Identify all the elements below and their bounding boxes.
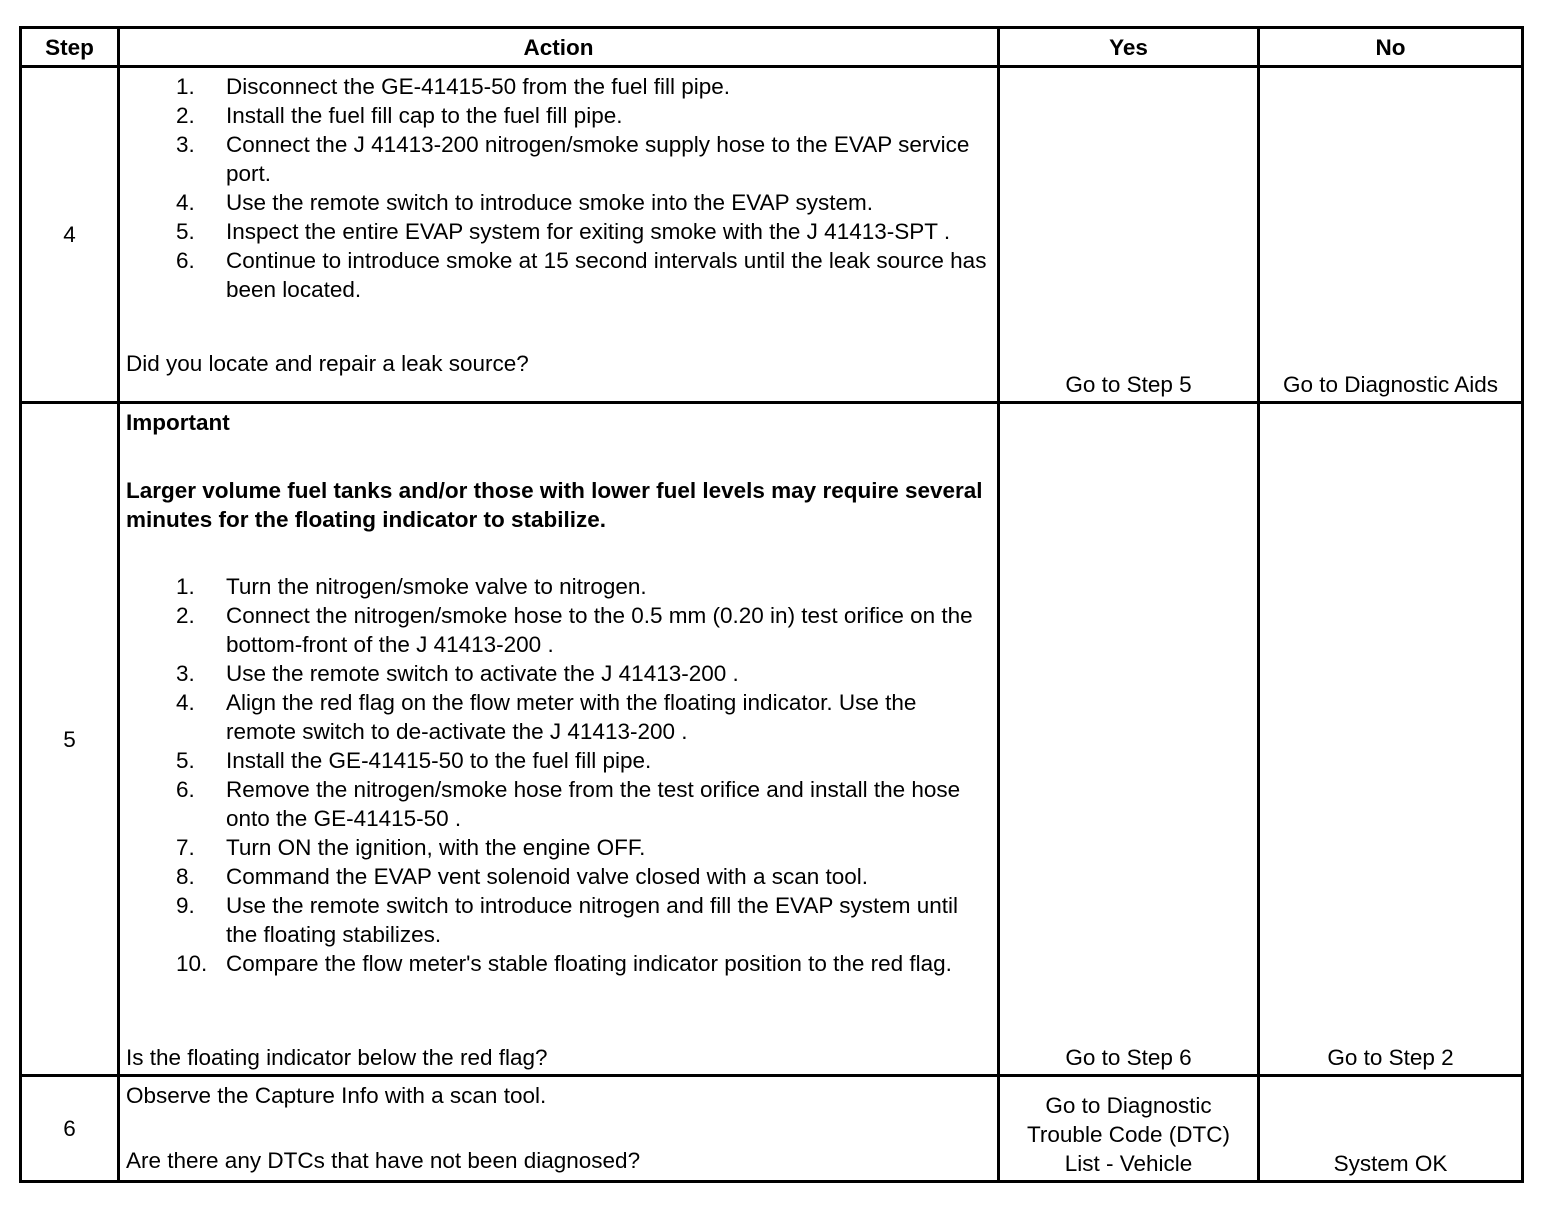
step-number: 4	[21, 67, 119, 403]
header-no: No	[1259, 28, 1523, 67]
list-item: 7. Turn ON the ignition, with the engine OFF.	[176, 835, 646, 860]
question-text: Are there any DTCs that have not been diagnosed?	[126, 1148, 641, 1173]
no-result: Go to Diagnostic Aids	[1259, 67, 1523, 403]
header-action: Action	[119, 28, 999, 67]
important-title: Important	[126, 410, 230, 435]
list-item: 6. Remove the nitrogen/smoke hose from the test orifice and install the hose onto the GE-41415-50 .	[176, 777, 961, 831]
list-item: 2. Connect the nitrogen/smoke hose to the 0.5 mm (0.20 in) test orifice on the bottom-front of the J 41413-200 .	[176, 603, 973, 657]
diagnostic-table	[19, 26, 1524, 1183]
action-body	[126, 72, 991, 378]
list-item: 4. Use the remote switch to introduce smoke into the EVAP system.	[176, 190, 873, 215]
step-number: 5	[21, 403, 119, 1076]
no-result: System OK	[1259, 1076, 1523, 1182]
list-item: 2. Install the fuel fill cap to the fuel fill pipe.	[176, 103, 623, 128]
list-item: 5. Install the GE-41415-50 to the fuel fill pipe.	[176, 748, 652, 773]
question-text: Is the floating indicator below the red flag?	[126, 1045, 548, 1070]
action-cell	[119, 403, 999, 1076]
yes-result: Go to Step 6	[999, 403, 1259, 1076]
header-row	[21, 28, 1523, 67]
list-item: 8. Command the EVAP vent solenoid valve closed with a scan tool.	[176, 864, 869, 889]
action-steps	[126, 72, 991, 304]
list-item: 3. Use the remote switch to activate the J 41413-200 .	[176, 661, 739, 686]
yes-result: Go to Step 5	[999, 67, 1259, 403]
no-result: Go to Step 2	[1259, 403, 1523, 1076]
action-body	[126, 1081, 991, 1175]
list-item: 1. Disconnect the GE-41415-50 from the fuel fill pipe.	[176, 74, 731, 99]
header-step: Step	[21, 28, 119, 67]
list-item: 10. Compare the flow meter's stable floating indicator position to the red flag.	[176, 951, 952, 976]
list-item: 6. Continue to introduce smoke at 15 second intervals until the leak source has been located.	[176, 248, 987, 302]
question-text: Did you locate and repair a leak source?	[126, 351, 529, 376]
table-row-step-4	[21, 67, 1523, 403]
list-item: 9. Use the remote switch to introduce nitrogen and fill the EVAP system until the floating stabilizes.	[176, 893, 959, 947]
action-body	[126, 408, 991, 1072]
table-row-step-6	[21, 1076, 1523, 1182]
table-row-step-5	[21, 403, 1523, 1076]
list-item: 1. Turn the nitrogen/smoke valve to nitrogen.	[176, 574, 647, 599]
header-yes: Yes	[999, 28, 1259, 67]
important-note: Larger volume fuel tanks and/or those with lower fuel levels may require several minutes for the floating indicator to stabilize.	[126, 478, 983, 532]
action-steps	[126, 572, 991, 978]
list-item: 3. Connect the J 41413-200 nitrogen/smoke supply hose to the EVAP service port.	[176, 132, 970, 186]
action-text: Observe the Capture Info with a scan tool.	[126, 1083, 547, 1108]
action-cell	[119, 67, 999, 403]
list-item: 4. Align the red flag on the flow meter with the floating indicator. Use the remote switch to de-activate the J 41413-200 .	[176, 690, 917, 744]
step-number: 6	[21, 1076, 119, 1182]
action-cell	[119, 1076, 999, 1182]
list-item: 5. Inspect the entire EVAP system for exiting smoke with the J 41413-SPT .	[176, 219, 951, 244]
yes-result: Go to Diagnostic Trouble Code (DTC) List - Vehicle	[999, 1076, 1259, 1182]
